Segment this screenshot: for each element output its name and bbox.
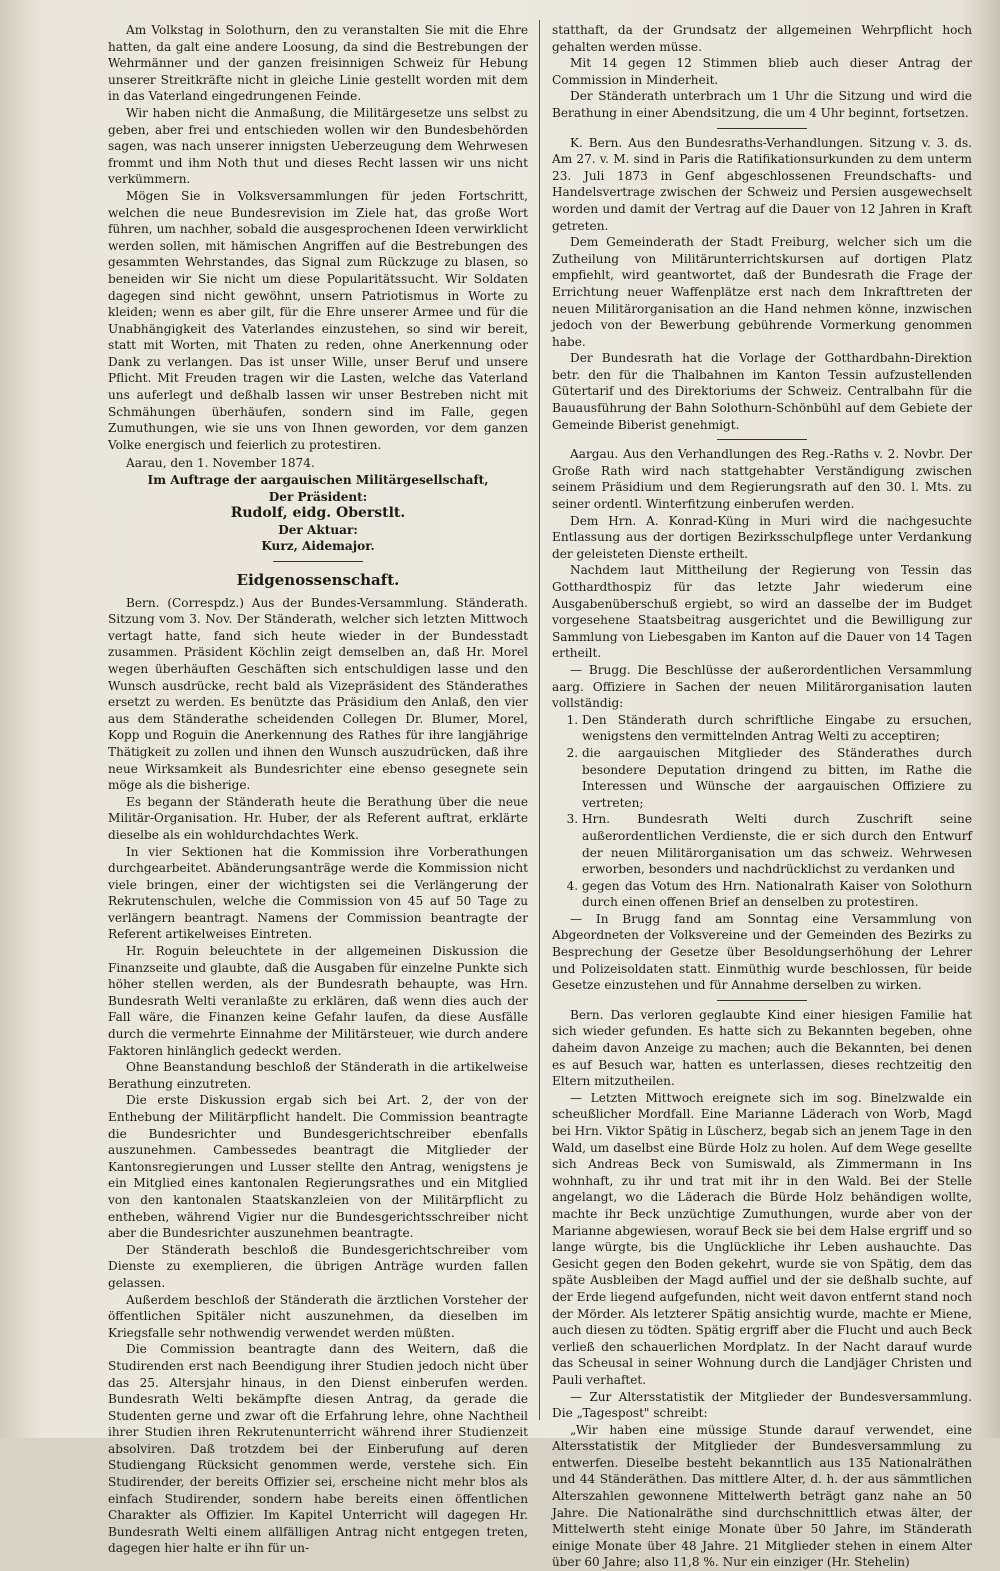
article-paragraph: Es begann der Ständerath heute die Berathung über die neue Militär-Organisation. Hr. Huber, der als Referent auftrat, erklärte dieselbe als ein wohldurchdachtes Werk.	[108, 794, 528, 842]
dateline: Aarau, den 1. November 1874.	[126, 456, 315, 471]
article-paragraph: Der Ständerath beschloß die Bundesgerichtschreiber vom Dienste zu exemplieren, die übrigen Anträge wurden fallen gelassen.	[108, 1242, 528, 1290]
list-item: 2. die aargauischen Mitglieder des Ständerathes durch besondere Deputation dringend zu bitten, im Rathe die Interessen und Wünsche der aargauischen Offiziere zu vertreten;	[582, 745, 972, 811]
right-column	[552, 22, 972, 1570]
article-paragraph: Nachdem laut Mittheilung der Regierung von Tessin das Gotthardthospiz für das letzte Jahr wiederum eine Ausgabenüberschuß ergiebt, so wird an dasselbe der im Budget vorgesehene Staatsbeitrag ausgerichtet und die Bewilligung zur Sammlung von Liebesgaben im Kanton auf die Dauer von 14 Tagen ertheilt.	[552, 563, 972, 661]
left-column	[108, 22, 528, 1556]
article-paragraph: — In Brugg fand am Sonntag eine Versammlung von Abgeordneten der Volksvereine und der Gemeinden des Bezirks zu Besprechung der Gesetze über Besoldungserhöhung der Lehrer und Polizeisoldaten statt. Einmüthig wurde beschlossen, für beide Gesetze einzustehen und für Annahme derselben zu wirken.	[552, 911, 972, 993]
article-paragraph: K. Bern. Aus den Bundesraths-Verhandlungen. Sitzung v. 3. ds. Am 27. v. M. sind in Paris die Ratifikationsurkunden zu dem unterm 23. Juli 1873 in Genf abgeschlossenen Freundschafts- und Handelsvertrage zwischen der Schweiz und Persien ausgewechselt worden und damit der Vertrag auf die Dauer von 12 Jahren in Kraft getreten.	[552, 135, 972, 233]
section-divider	[717, 128, 807, 129]
column-rule	[539, 20, 540, 1420]
list-item: 1. Den Ständerath durch schriftliche Eingabe zu ersuchen, wenigstens den vermittelnden Antrag Welti zu acceptiren;	[582, 712, 972, 745]
article-paragraph: Außerdem beschloß der Ständerath die ärztlichen Vorsteher der öffentlichen Spitäler nicht auszunehmen, da dieselben im Kriegsfalle sehr nothwendig verwendet werden müßten.	[108, 1292, 528, 1340]
article-paragraph: Ohne Beanstandung beschloß der Ständerath in die artikelweise Berathung einzutreten.	[108, 1060, 528, 1091]
article-paragraph: Am Volkstag in Solothurn, den zu veranstalten Sie mit die Ehre hatten, da galt eine andere Loosung, da sind die Bestrebungen der Wehrmänner und der ganzen freisinnigen Schweiz für Hebung unserer Streitkräfte nicht in gleiche Linie gestellt worden mit dem in das Vaterland eingedrungenen Feinde.	[108, 23, 528, 104]
article-paragraph: „Wir haben eine müssige Stunde darauf verwendet, eine Altersstatistik der Mitglieder der Bundesversammlung zu entwerfen. Dieselbe besteht bekanntlich aus 135 Nationalräthen und 44 Ständeräthen. Das mittlere Alter, d. h. der aus sämmtlichen Alterszahlen gewonnene Mittelwerth beträgt ganz nahe an 50 Jahre. Die Nationalräthe sind durchschnittlich etwas älter, der Mittelwerth steht einige Monate über 50 Jahre, im Ständerath einige Monate über 48 Jahre. 21 Mitglieder stehen in einem Alter über 60 Jahre; also 11,8 %. Nur ein einziger (Hr. Stehelin)	[552, 1422, 972, 1570]
article-paragraph: — Letzten Mittwoch ereignete sich im sog. Binelzwalde ein scheußlicher Mordfall. Eine Marianne Läderach von Worb, Magd bei Hrn. Viktor Spätig in Lüscherz, begab sich an jenem Tage in den Wald, um daselbst eine Bürde Holz zu holen. Auf dem Wege gesellte sich Andreas Beck von Sumiswald, als Zimmermann in Ins wohnhaft, zu ihr und trat mit ihr in den Wald. Bei der Stelle angelangt, wo die Läderach die Bürde Holz behändigen wollte, machte ihr Beck unzüchtige Zumuthungen, wurde aber von der Marianne abgewiesen, worauf Beck sie bei dem Halse ergriff und so lange würgte, bis die Unglückliche ihr Leben aushauchte. Das Gesicht gegen den Boden gekehrt, wurde sie von Spätig, dem das späte Ausbleiben der Magd auffiel und der sie deßhalb suchte, auf der Erde liegend aufgefunden, nicht weit davon entfernt stand noch der Mörder. Als letzterer Spätig ansichtig wurde, machte er Miene, auch diesen zu tödten. Spätig ergriff aber die Flucht und auch Beck verließ den schauerlichen Mordplatz. In der Nacht darauf wurde das Scheusal in seiner Wohnung durch die Landjäger Christen und Pauli verhaftet.	[552, 1090, 972, 1387]
article-paragraph: Dem Gemeinderath der Stadt Freiburg, welcher sich um die Zutheilung von Militärunterrichtskursen auf dortigen Platz empfiehlt, wird geantwortet, daß der Bundesrath die Frage der Errichtung neuer Waffenplätze erst nach dem Inkrafttreten der neuen Militärorganisation an die Hand nehmen könne, inzwischen jedoch von der Bewerbung gebührende Vormerkung genommen habe.	[552, 235, 972, 349]
article-paragraph: Der Ständerath unterbrach um 1 Uhr die Sitzung und wird die Berathung in einer Abendsitzung, die um 4 Uhr beginnt, fortsetzen.	[552, 89, 972, 120]
signature-name: Kurz, Aidemajor.	[261, 539, 375, 554]
signature-line: Der Aktuar:	[278, 522, 358, 537]
article-paragraph: Bern. (Correspdz.) Aus der Bundes-Versammlung. Ständerath. Sitzung vom 3. Nov. Der Ständerath, welcher sich letzten Mittwoch vertagt hatte, fand sich heute wieder in der Bundesstadt zusammen. Präsident Köchlin zeigt demselben an, daß Hr. Morel wegen überhäuften Geschäften sich entschuldigen lasse und den Wunsch ausdrücke, recht bald als Vizepräsident des Ständerathes ersetzt zu werden. Es benützte das Präsidium den Anlaß, den vier aus dem Ständerathe scheidenden Collegen Dr. Blumer, Morel, Kopp und Roguin die Anerkennung des Rathes für ihre langjährige Thätigkeit zu zollen und ihnen den Wunsch auszudrücken, daß ihre neue Wirksamkeit als Bundesrichter eine ebenso gesegnete sein möge als die bisherige.	[108, 595, 528, 793]
article-paragraph: Wir haben nicht die Anmaßung, die Militärgesetze uns selbst zu geben, aber frei und entschieden wollen wir den Bundesbehörden sagen, was nach unserer innigsten Ueberzeugung dem Wehrwesen frommt und ihm Noth thut und dieses Recht lassen wir uns nicht verkümmern.	[108, 105, 528, 187]
article-paragraph: Mit 14 gegen 12 Stimmen blieb auch dieser Antrag der Commission in Minderheit.	[552, 56, 972, 87]
signature-line: Der Präsident:	[268, 489, 368, 504]
article-paragraph: Aargau. Aus den Verhandlungen des Reg.-Raths v. 2. Novbr. Der Große Rath wird nach stattgehabter Verständigung zwischen seinem Präsidium und dem Regierungsrath auf den 30. l. Mts. zu seiner ordentl. Winterfitzung einberufen werden.	[552, 447, 972, 512]
article-paragraph: In vier Sektionen hat die Kommission ihre Vorberathungen durchgearbeitet. Abänderungsanträge werde die Kommission nicht viele bringen, einer der wichtigsten sei die Verlängerung der Rekrutenschulen, welche die Commission von 45 auf 50 Tage zu verlängern beantragt. Namens der Commission beantragte der Referent artikelweises Eintreten.	[108, 844, 528, 942]
article-paragraph: Der Bundesrath hat die Vorlage der Gotthardbahn-Direktion betr. den für die Thalbahnen im Kanton Tessin aufzustellenden Gütertarif und des Direktoriums der Schweiz. Centralbahn für die Bauausführung der Bahn Solothurn-Schönbühl auf dem Gebiete der Gemeinde Biberist genehmigt.	[552, 351, 972, 432]
list-item: 3. Hrn. Bundesrath Welti durch Zuschrift seine außerordentlichen Verdienste, die er sich durch den Entwurf der neuen Militärorganisation um das schweiz. Wehrwesen erworben, besonders und nachdrücklichst zu verdanken und	[582, 811, 972, 877]
signature-name: Rudolf, eidg. Oberstlt.	[230, 505, 406, 522]
article-paragraph: Bern. Das verloren geglaubte Kind einer hiesigen Familie hat sich wieder gefunden. Es hatte sich zu Bekannten begeben, ohne daheim davon Anzeige zu machen; auch die Bekannten, bei denen es auf Besuch war, hatten es unterlassen, dieses rechtzeitig den Eltern mitzutheilen.	[552, 1007, 972, 1089]
article-paragraph: Hr. Roguin beleuchtete in der allgemeinen Diskussion die Finanzseite und glaubte, daß die Ausgaben für einzelne Punkte sich höher stellen werden, als der Bundesrath behaupte, was Hrn. Bundesrath Welti veranlaßte zu erklären, daß wenn dies auch der Fall wäre, die Finanzen keine Gefahr laufen, da diese Ausfälle durch die vermehrte Einnahme der Militärsteuer, wie durch andere Faktoren hinlänglich gedeckt werden.	[108, 944, 528, 1058]
resolution-list	[552, 712, 972, 911]
section-divider	[717, 439, 807, 440]
section-divider	[273, 561, 363, 562]
article-paragraph: Dem Hrn. A. Konrad-Küng in Muri wird die nachgesuchte Entlassung aus der dortigen Bezirksschulpflege unter Verdankung der geleisteten Dienste ertheilt.	[552, 513, 972, 561]
section-divider	[717, 1000, 807, 1001]
signature-line: Im Auftrage der aargauischen Militärgesellschaft,	[147, 473, 489, 488]
article-paragraph: — Zur Altersstatistik der Mitglieder der Bundesversammlung. Die „Tagespost" schreibt:	[552, 1389, 972, 1421]
article-paragraph: statthaft, da der Grundsatz der allgemeinen Wehrpflicht hoch gehalten werden müsse.	[552, 23, 972, 54]
article-paragraph: Mögen Sie in Volksversammlungen für jeden Fortschritt, welchen die neue Bundesrevision im Ziele hat, das große Wort führen, um nachher, sobald die ausgesprochenen Ideen verwirklicht werden sollen, mit hämischen Angriffen auf die Bestrebungen des gesammten Wehrstandes, das Signal zum Rückzuge zu blasen, so beneiden wir Sie nicht um diese Popularitätssucht. Wir Soldaten dagegen sind nicht gewöhnt, unsern Patriotismus in Worte zu kleiden; wenn es aber gilt, für die Ehre unserer Armee und für die Unabhängigkeit des Vaterlandes einzustehen, so sind wir bereit, statt mit Worten, mit Thaten zu reden, ohne Anerkennung oder Dank zu verlangen. Das ist unser Wille, unser Beruf und unsere Pflicht. Mit Freuden tragen wir die Lasten, welche das Vaterland uns auferlegt und deßhalb lassen wir unser Bestreben nicht mit Schmähungen überhäufen, sondern sind im Falle, gegen Zumuthungen, wie sie uns von Ihnen geworden, vor dem ganzen Volke energisch und feierlich zu protestiren.	[108, 188, 528, 452]
article-paragraph: Die Commission beantragte dann des Weitern, daß die Studirenden erst nach Beendigung ihrer Studien jedoch nicht über das 25. Altersjahr hinaus, in den Dienst einberufen werden. Bundesrath Welti bekämpfte diesen Antrag, da gerade die Studenten gerne und zwar oft die Erfahrung lehre, ohne Nachtheil ihrer Studien ihren Rekrutenunterricht während ihrer Studienzeit absolviren. Daß trotzdem bei der Einberufung auf deren Studiengang Rücksicht genommen werde, verstehe sich. Ein Studirender, der bereits Offizier sei, erscheine nicht mehr blos als einfach Studirender, sondern habe bereits einen öffentlichen Charakter als Offizier. Im Kapitel Unterricht will dagegen Hr. Bundesrath Welti einem allfälligen Antrag nicht entgegen treten, dagegen hier halte er ihn für un-	[108, 1342, 528, 1556]
article-paragraph: — Brugg. Die Beschlüsse der außerordentlichen Versammlung aarg. Offiziere in Sachen der neuen Militärorganisation lauten vollständig:	[552, 662, 972, 711]
article-paragraph: Die erste Diskussion ergab sich bei Art. 2, der von der Enthebung der Militärpflicht handelt. Die Commission beantragte die Bundesrichter und Bundesgerichtschreiber ebenfalls auszunehmen. Cambessedes beantragt die Mitglieder der Kantonsregierungen und Lusser stellte den Antrag, wenigstens je ein Mitglied eines kantonalen Regierungsrathes und ein Mitglied von den kantonalen Staatskanzleien von der Militärpflicht zu entheben, während Vigier nur die Bundesgerichtsschreiber nicht aber die Bundesrichter auszunehmen beantragte.	[108, 1093, 528, 1241]
list-item: 4. gegen das Votum des Hrn. Nationalrath Kaiser von Solothurn durch einen offenen Brief an denselben zu protestiren.	[582, 878, 972, 911]
section-heading: Eidgenossenschaft.	[236, 571, 400, 589]
